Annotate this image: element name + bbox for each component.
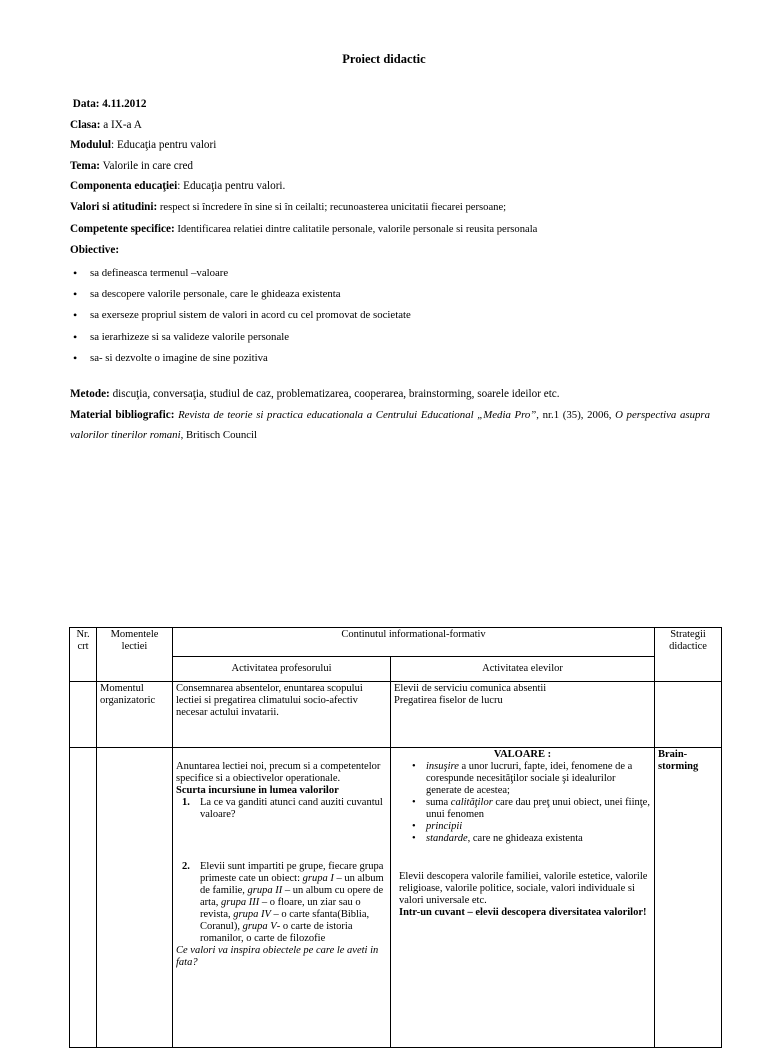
strategy-label: Brain-storming (658, 749, 699, 772)
cell-strategii (655, 748, 722, 1048)
cell-prof: Consemnarea absentelor, enuntarea scopului lectiei si pregatirea climatului socio-afectiv necesar actului invatarii. (173, 682, 391, 748)
field-valori: Valori si atitudini: respect si încredere în sine si în ceilalti; recunoasterea unicitatii fiecarei persoane; (70, 200, 507, 213)
list-item: • sa ierarhizeze si sa valideze valorile personale (70, 327, 710, 348)
cell-nr (70, 682, 97, 748)
cell-moment: Momentul organizatoric (97, 682, 173, 748)
header-nr: Nr. crt (70, 628, 97, 682)
definition-heading: VALOARE : (493, 749, 552, 760)
cell-strategii (655, 682, 722, 748)
list-item: 2. Elevii sunt impartiti pe grupe, fiecare grupa primeste cate un obiect: grupa I – un album de familie, grupa II – un album cu opere de arta, grupa III – o floare, un ziar sau o revista, grupa IV – o carte sfanta(Biblia, Coranul), grupa V- o carte de istoria romanilor, o carte de filozofie (182, 861, 384, 944)
table-row (70, 682, 722, 748)
list-item: • sa- si dezvolte o imagine de sine pozitiva (70, 348, 710, 369)
definition-list (394, 761, 651, 845)
list-item: • sa defineasca termenul –valoare (70, 263, 710, 284)
list-item: • sa exerseze propriul sistem de valori in acord cu cel promovat de societate (70, 305, 710, 326)
header-strategii: Strategii didactice (655, 628, 722, 682)
cell-elev: Elevii de serviciu comunica absentii Pregatirea fiselor de lucru (391, 682, 655, 748)
cell-nr (70, 748, 97, 1048)
list-item: • suma calităţilor care dau preţ unui obiect, unei fiinţe, unui fenomen (394, 797, 651, 821)
list-item: • principii (394, 821, 651, 833)
header-activitatea-profesorului: Activitatea profesorului (173, 657, 391, 682)
list-item: 1. La ce va ganditi atunci cand auziti cuvantul valoare? (182, 797, 383, 820)
header-activitatea-elevilor: Activitatea elevilor (391, 657, 655, 682)
field-obiective: Obiective: (70, 244, 120, 257)
field-competente: Competente specifice: Identificarea relatiei dintre calitatile personale, valorile personale si reusita personala (70, 222, 538, 235)
table-row (70, 748, 722, 1048)
cell-prof: Anuntarea lectiei noi, precum si a competentelor specifice si a obiectivelor operationale. Scurta incursiune in lumea valorilor 1. La ce va ganditi atunci cand auziti cuvantul valoare? 2. Elevii sunt impartiti pe grupe, fiecare grupa primeste cate un obiect: grupa I – un album de familie, grupa II – un album cu opere de arta, grupa III – o floare, un ziar sau o revista, grupa IV – o carte sfanta(Biblia, Coranul), grupa V- o carte de istoria romanilor, o carte de filozofie Ce valori va inspira obiectele pe care le aveti in fata? (173, 748, 391, 1048)
field-componenta: Componenta educaţiei: Educaţia pentru valori. (70, 180, 286, 193)
question-text: Ce valori va inspira obiectele pe care le aveti in fata? (176, 945, 379, 968)
cell-moment (97, 748, 173, 1048)
question-list (176, 797, 387, 945)
field-data: Data: 4.11.2012 (72, 98, 147, 110)
field-metode: Metode: discuţia, conversaţia, studiul de caz, problematizarea, cooperarea, brainstorming, soarele ideilor etc. (70, 388, 560, 400)
section-heading: Scurta incursiune in lumea valorilor (176, 785, 339, 796)
header-momentele: Momentele lectiei (97, 628, 173, 682)
methods-section (70, 384, 710, 446)
table-header-row (70, 628, 722, 657)
lesson-table (69, 627, 722, 1048)
document-title: Proiect didactic (342, 52, 426, 66)
obiective-list (70, 263, 710, 369)
list-item: • insuşire a unor lucruri, fapte, idei, fenomene de a corespunde necesităţilor sociale şi idealurilor generate de acestea; (394, 761, 651, 797)
list-item: • sa descopere valorile personale, care le ghideaza existenta (70, 284, 710, 305)
header-continutul: Continutul informational-formativ (173, 628, 655, 657)
field-material: Material bibliografic: Revista de teorie si practica educationala a Centrului Educational „Media Pro”, nr.1 (35), 2006, O perspectiva asupra valorilor tinerilor romani, Britisch Council (70, 408, 710, 442)
field-modulul: Modulul: Educaţia pentru valori (70, 139, 217, 152)
cell-elev: VALOARE : • insuşire a unor lucruri, fapte, idei, fenomene de a corespunde necesităţilor sociale şi idealurilor generate de acestea; • suma calităţilor care dau preţ unui obiect, unei fiinţe, unui fenomen • principii • standarde, care ne ghideaza existenta Elevii descopera valorile familiei, valorile estetice, valorile religioase, valorile politice, sociale, valori individuale si valori universale etc. Intr-un cuvant – elevii descopera diversitatea valorilor! (391, 748, 655, 1048)
field-tema: Tema: Valorile in care cred (70, 159, 194, 172)
field-clasa: Clasa: a IX-a A (70, 118, 142, 131)
list-item: • standarde, care ne ghideaza existenta (394, 833, 651, 845)
lesson-metadata (70, 94, 710, 369)
